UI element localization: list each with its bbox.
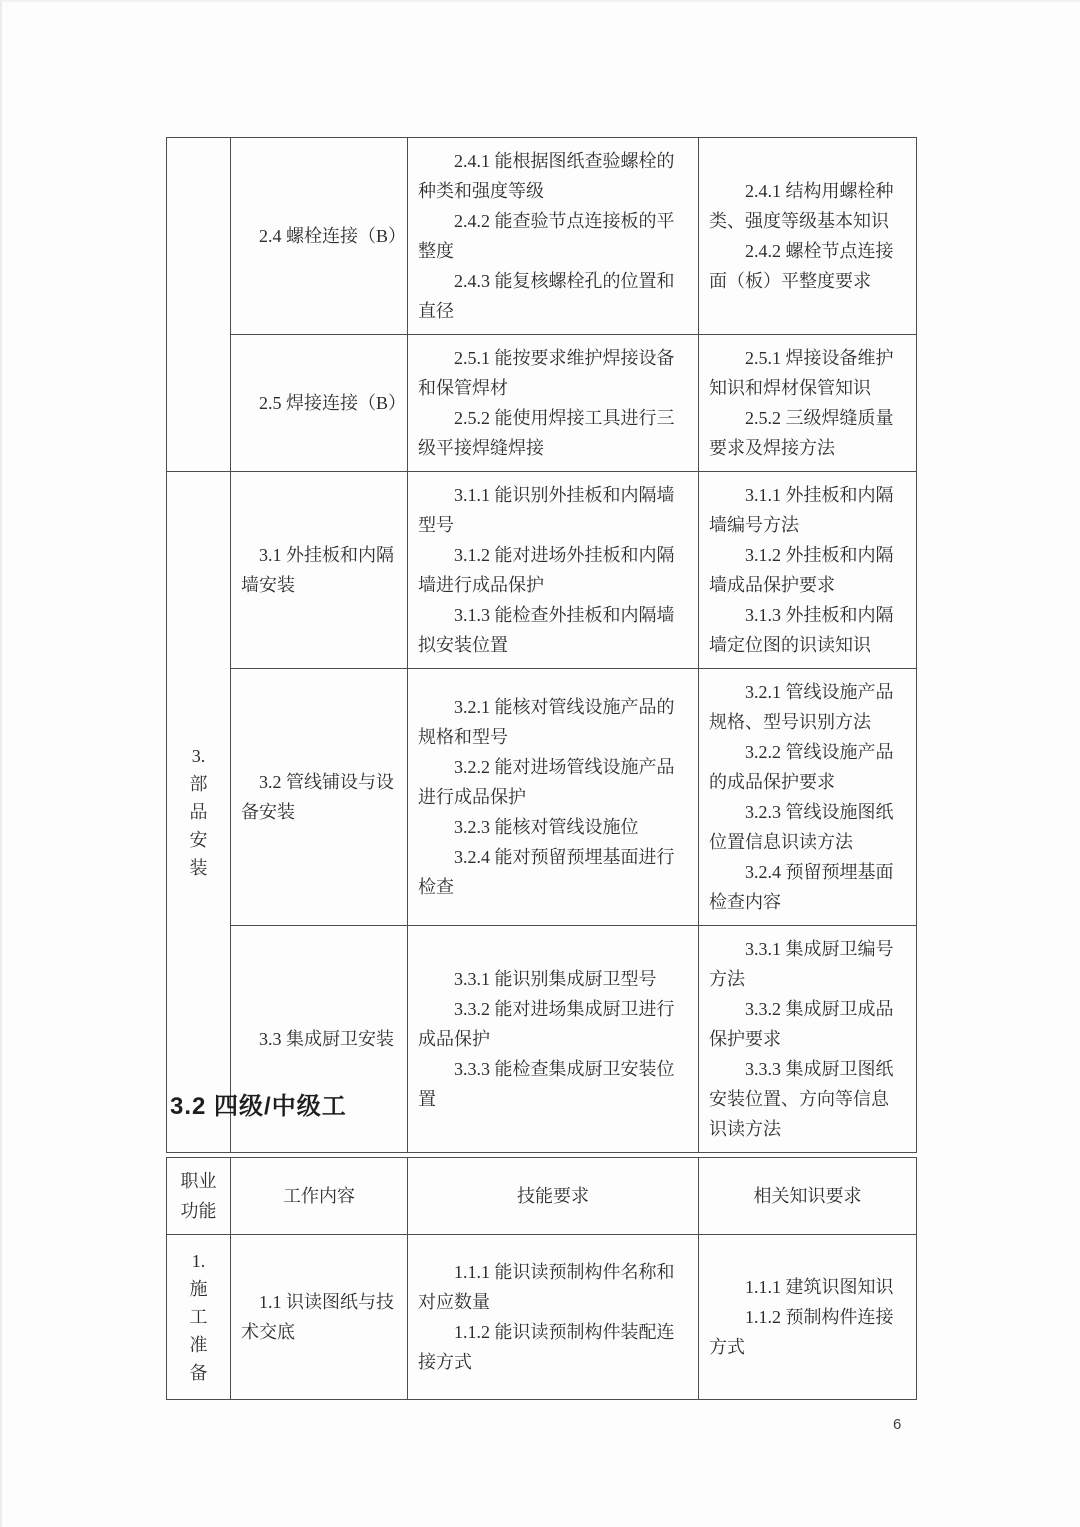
knowledge-item: 3.3.2 集成厨卫成品保护要求: [709, 999, 894, 1049]
function-cell-construction-preparation: [167, 1235, 231, 1400]
work-content-cell: [231, 138, 408, 335]
knowledge-requirements-cell: [699, 335, 917, 472]
skill-item: 2.4.3 能复核螺栓孔的位置和直径: [418, 271, 675, 321]
skill-item: 2.5.2 能使用焊接工具进行三级平接焊缝焊接: [418, 408, 675, 458]
skill-item: 2.4.1 能根据图纸查验螺栓的种类和强度等级: [418, 151, 675, 201]
work-content-text: 2.4 螺栓连接（B）: [259, 226, 407, 246]
function-label-line: 1.: [191, 1251, 206, 1271]
function-label-line: 施: [189, 1279, 208, 1299]
function-label-line: 工: [189, 1307, 208, 1327]
knowledge-requirements-cell: [699, 669, 917, 926]
knowledge-item: 3.3.3 集成厨卫图纸安装位置、方向等信息识读方法: [709, 1059, 894, 1139]
work-content-cell: [231, 1235, 408, 1400]
function-label-line: 品: [189, 802, 208, 822]
table-row: [167, 1235, 917, 1400]
knowledge-requirements-cell: [699, 926, 917, 1153]
work-content-text: 2.5 焊接连接（B）: [259, 393, 407, 413]
work-content-text: 3.1 外挂板和内隔墙安装: [241, 545, 394, 595]
skill-item: 2.4.2 能查验节点连接板的平整度: [418, 211, 675, 261]
table-row: [167, 669, 917, 926]
function-label-line: 安: [189, 830, 208, 850]
work-content-cell: [231, 335, 408, 472]
function-label-line: 准: [189, 1335, 208, 1355]
header-knowledge-requirements: 相关知识要求: [699, 1158, 917, 1235]
knowledge-item: 1.1.1 建筑识图知识: [745, 1277, 894, 1297]
skill-requirements-cell: [408, 138, 699, 335]
function-cell-empty: [167, 138, 231, 472]
table-header-row: [167, 1158, 917, 1235]
knowledge-item: 3.1.2 外挂板和内隔墙成品保护要求: [709, 545, 894, 595]
work-content-cell: [231, 669, 408, 926]
knowledge-item: 3.1.1 外挂板和内隔墙编号方法: [709, 485, 894, 535]
skill-item: 2.5.1 能按要求维护焊接设备和保管焊材: [418, 348, 675, 398]
knowledge-requirements-cell: [699, 138, 917, 335]
header-occupational-function: 职业功能: [167, 1158, 231, 1235]
knowledge-item: 3.2.3 管线设施图纸位置信息识读方法: [709, 802, 894, 852]
knowledge-item: 2.4.2 螺栓节点连接面（板）平整度要求: [709, 241, 894, 291]
skill-item: 3.2.2 能对进场管线设施产品进行成品保护: [418, 757, 675, 807]
skill-requirements-cell: [408, 335, 699, 472]
work-content-text: 3.2 管线铺设与设备安装: [241, 772, 394, 822]
skill-item: 3.1.1 能识别外挂板和内隔墙型号: [418, 485, 675, 535]
knowledge-item: 3.1.3 外挂板和内隔墙定位图的识读知识: [709, 605, 894, 655]
skill-item: 3.3.3 能检查集成厨卫安装位置: [418, 1059, 675, 1109]
header-skill-requirements: 技能要求: [408, 1158, 699, 1235]
skill-item: 3.3.2 能对进场集成厨卫进行成品保护: [418, 999, 675, 1049]
header-work-content: 工作内容: [231, 1158, 408, 1235]
knowledge-requirements-cell: [699, 1235, 917, 1400]
skill-requirements-cell: [408, 669, 699, 926]
page-number: 6: [893, 1416, 902, 1433]
skill-table-upper: [166, 137, 917, 1153]
table-row: [167, 335, 917, 472]
skill-item: 3.2.1 能核对管线设施产品的规格和型号: [418, 697, 675, 747]
work-content-text: 1.1 识读图纸与技术交底: [241, 1292, 394, 1342]
table-row: [167, 138, 917, 335]
function-label-line: 3.: [191, 746, 206, 766]
skill-table-intermediate: [166, 1157, 917, 1400]
knowledge-item: 3.2.1 管线设施产品规格、型号识别方法: [709, 682, 894, 732]
knowledge-requirements-cell: [699, 472, 917, 669]
skill-item: 1.1.1 能识读预制构件名称和对应数量: [418, 1262, 675, 1312]
function-label-line: 备: [189, 1363, 208, 1383]
knowledge-item: 3.2.2 管线设施产品的成品保护要求: [709, 742, 894, 792]
section-heading: 3.2 四级/中级工: [170, 1093, 347, 1120]
skill-requirements-cell: [408, 926, 699, 1153]
knowledge-item: 2.5.2 三级焊缝质量要求及焊接方法: [709, 408, 894, 458]
knowledge-item: 3.2.4 预留预埋基面检查内容: [709, 862, 894, 912]
knowledge-item: 2.5.1 焊接设备维护知识和焊材保管知识: [709, 348, 894, 398]
function-label-line: 装: [189, 858, 208, 878]
function-cell-parts-installation: [167, 472, 231, 1153]
skill-item: 3.1.2 能对进场外挂板和内隔墙进行成品保护: [418, 545, 675, 595]
work-content-cell: [231, 472, 408, 669]
work-content-text: 3.3 集成厨卫安装: [259, 1029, 394, 1049]
skill-item: 1.1.2 能识读预制构件装配连接方式: [418, 1322, 675, 1372]
knowledge-item: 2.4.1 结构用螺栓种类、强度等级基本知识: [709, 181, 894, 231]
skill-item: 3.3.1 能识别集成厨卫型号: [454, 969, 657, 989]
table-row: [167, 472, 917, 669]
skill-requirements-cell: [408, 472, 699, 669]
skill-item: 3.2.4 能对预留预埋基面进行检查: [418, 847, 675, 897]
skill-requirements-cell: [408, 1235, 699, 1400]
knowledge-item: 3.3.1 集成厨卫编号方法: [709, 939, 894, 989]
knowledge-item: 1.1.2 预制构件连接方式: [709, 1307, 894, 1357]
function-label-line: 部: [189, 774, 208, 794]
skill-item: 3.2.3 能核对管线设施位: [454, 817, 639, 837]
skill-item: 3.1.3 能检查外挂板和内隔墙拟安装位置: [418, 605, 675, 655]
